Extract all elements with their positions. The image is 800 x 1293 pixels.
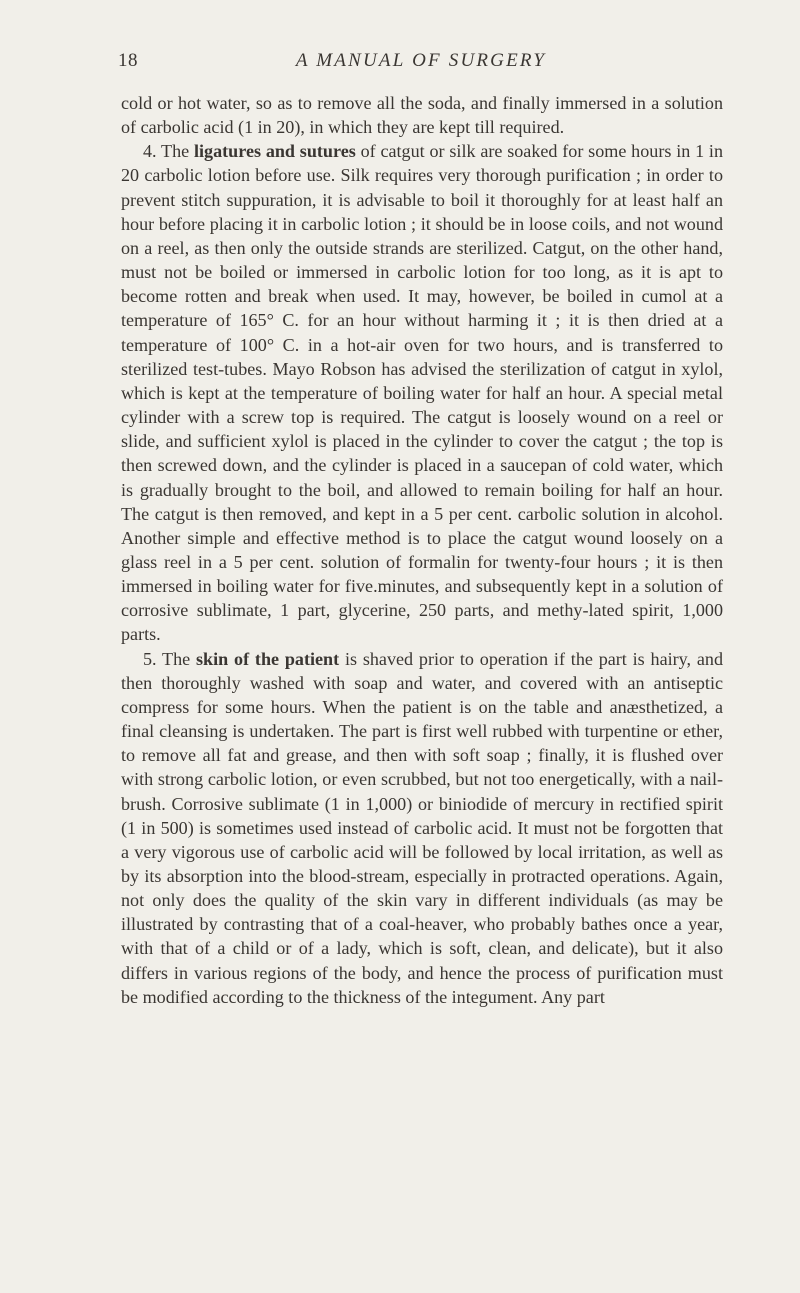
paragraph-continuation [121,91,723,139]
paragraph-text: of catgut or silk are soaked for some hours in 1 in 20 carbolic lotion before use. Silk requires very thorough purification ; in order to prevent stitch suppuration, it is advisable to boil it thoroughly for at least half an hour before placing it in carbolic lotion ; it should be in loose coils, and not wound on a reel, as then only the outside strands are sterilized. Catgut, on the other hand, must not be boiled or immersed in carbolic lotion for too long, as it is apt to become rotten and break when used. It may, however, be boiled in cumol at a temperature of 165° C. for an hour without harming it ; it is then dried at a temperature of 100° C. in a hot-air oven for two hours, and is transferred to sterilized test-tubes. Mayo Robson has advised the sterilization of catgut in xylol, which is kept at the temperature of boiling water for half an hour. A special metal cylinder with a screw top is required. The catgut is loosely wound on a reel or slide, and sufficient xylol is placed in the cylinder to cover the catgut ; the top is then screwed down, and the cylinder is placed in a saucepan of cold water, which is gradually brought to the boil, and allowed to remain boiling for half an hour. The catgut is then removed, and kept in a 5 per cent. carbolic solution in alcohol. Another simple and effective method is to place the catgut wound loosely on a glass reel in a 5 per cent. solution of formalin for twenty-four hours ; it is then immersed in boiling water for five.minutes, and subsequently kept in a solution of corrosive sublimate, 1 part, glycerine, 250 parts, and methy-lated spirit, 1,000 parts. [121,141,724,645]
running-title: A MANUAL OF SURGERY [295,50,547,71]
paragraph-lead: 5. The [143,648,197,669]
paragraph-heading-bold: ligatures and sutures [194,141,356,162]
paragraph-heading-bold: skin of the patient [196,648,340,669]
body-text [121,91,723,1009]
paragraph-ligatures-sutures [121,139,723,646]
paragraph-lead: 4. The [143,141,194,162]
paragraph-text: is shaved prior to operation if the part is hairy, and then thoroughly washed with soap and water, and covered with an antiseptic compress for some hours. When the patient is on the table and anæsthetized, a final cleansing is undertaken. The part is first well rubbed with turpentine or ether, to remove all fat and grease, and then with soft soap ; finally, it is flushed over with strong carbolic lotion, or even scrubbed, but not too energetically, with a nail-brush. Corrosive sublimate (1 in 1,000) or biniodide of mercury in rectified spirit (1 in 500) is sometimes used instead of carbolic acid. It must not be forgotten that a very vigorous use of carbolic acid will be followed by local irritation, as well as by its absorption into the blood-stream, especially in protracted operations. Again, not only does the quality of the skin vary in different individuals (as may be illustrated by contrasting that of a coal-heaver, who probably bathes once a year, with that of a child or of a lady, which is soft, clean, and delicate), but it also differs in various regions of the body, and hence the process of purification must be modified according to the thickness of the integument. Any part [121,648,724,1007]
paragraph-text: cold or hot water, so as to remove all the soda, and finally immersed in a solution of carbolic acid (1 in 20), in which they are kept till required. [121,93,723,138]
page-number: 18 [118,50,138,71]
running-head [118,50,724,80]
paragraph-skin-of-patient [121,647,723,1009]
